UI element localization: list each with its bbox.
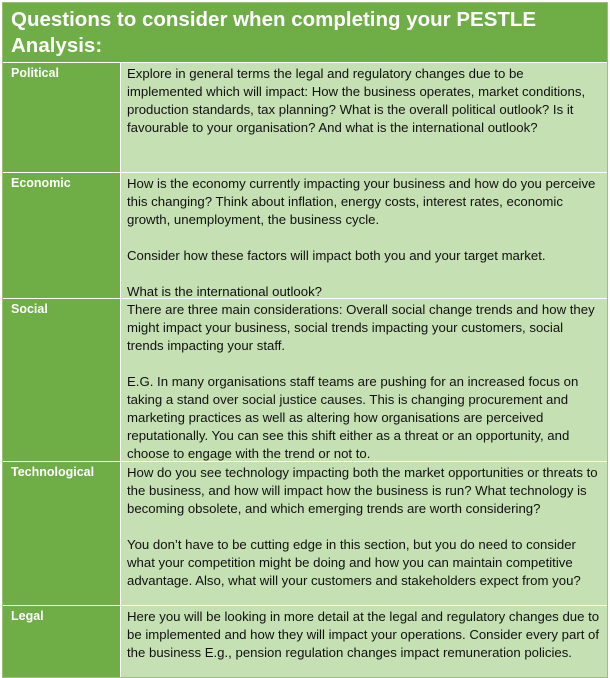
row-content-economic xyxy=(120,173,607,299)
row-social xyxy=(3,299,607,462)
row-label-technological: Technological xyxy=(3,462,120,606)
paragraph: There are three main considerations: Overall social change trends and how they might impact your business, social trends impacting your customers, social trends impacting your staff. xyxy=(127,302,595,353)
row-content-technological xyxy=(120,462,607,606)
row-content-social xyxy=(120,299,607,462)
table-title: Questions to consider when completing your PESTLE Analysis: xyxy=(3,3,607,63)
row-technological xyxy=(3,462,607,606)
pestle-table xyxy=(2,2,608,678)
paragraph: E.G. In many organisations staff teams are pushing for an increased focus on taking a stand over social justice causes. This is changing procurement and marketing practices as well as altering how organisations are perceived reputationally. You can see this shift either as a threat or an opportunity, and choose to engage with the trend or not to. xyxy=(127,374,579,461)
row-content-political xyxy=(120,63,607,173)
row-content-legal xyxy=(120,606,607,678)
row-label-social: Social xyxy=(3,299,120,462)
row-label-legal: Legal xyxy=(3,606,120,678)
row-label-economic: Economic xyxy=(3,173,120,299)
paragraph: You don’t have to be cutting edge in this section, but you do need to consider what your competition might be doing and how you can maintain competitive advantage. Also, what will your customers and stakeholders expect from you? xyxy=(127,537,581,588)
paragraph: Explore in general terms the legal and regulatory changes due to be implemented which will impact: How the business operates, market conditions, production standards, tax planning? What is the overall political outlook? Is it favourable to your organisation? And what is the international outlook? xyxy=(127,66,586,135)
row-legal xyxy=(3,606,607,678)
paragraph: How do you see technology impacting both the market opportunities or threats to the business, and how will impact how the business is run? What technology is becoming obsolete, and which emerging trends are worth considering? xyxy=(127,465,598,516)
row-economic xyxy=(3,173,607,299)
paragraph: What is the international outlook? xyxy=(127,284,322,299)
paragraph: Consider how these factors will impact both you and your target market. xyxy=(127,248,546,263)
paragraph: Here you will be looking in more detail at the legal and regulatory changes due to be implemented and how they will impact your operations. Consider every part of the business E.g., pension regulation changes impact remuneration policies. xyxy=(127,609,600,660)
paragraph: How is the economy currently impacting your business and how do you perceive this changing? Think about inflation, energy costs, interest rates, economic growth, unemployment, the business cycle. xyxy=(127,176,596,227)
row-label-political: Political xyxy=(3,63,120,173)
row-political xyxy=(3,63,607,173)
